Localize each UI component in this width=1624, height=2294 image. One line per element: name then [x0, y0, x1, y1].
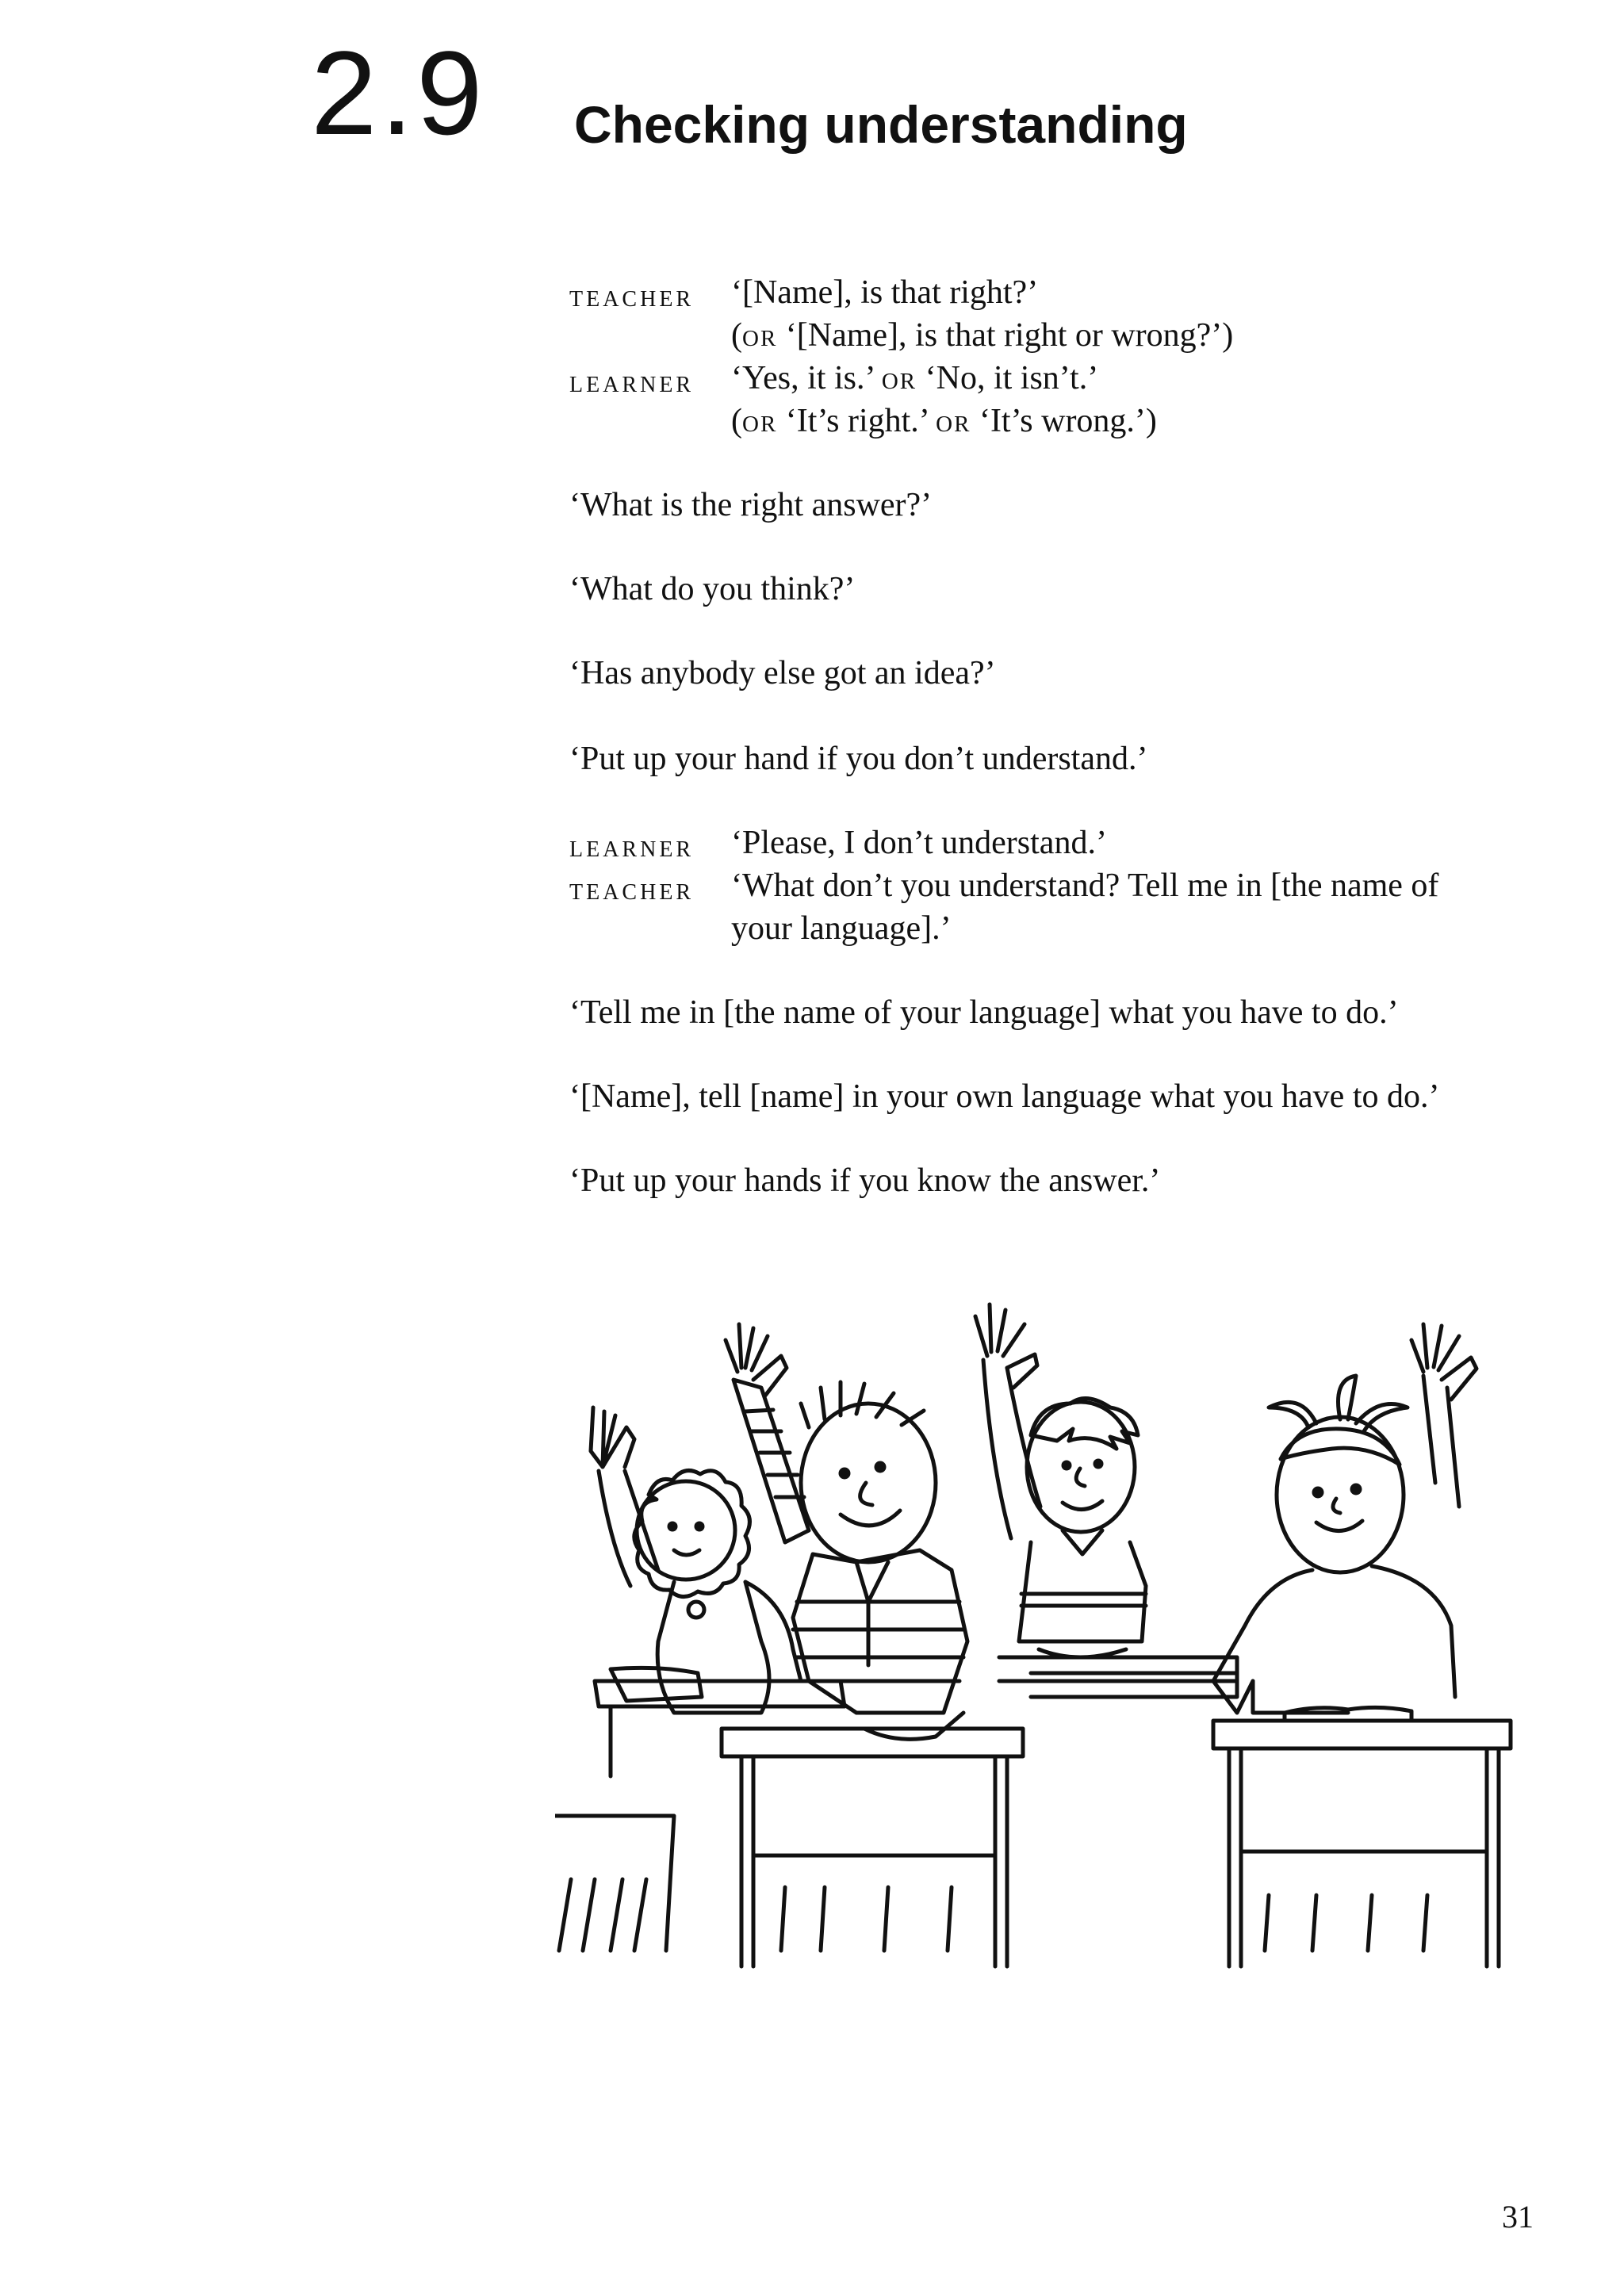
speaker-learner: learner	[569, 363, 695, 399]
connector-or: or	[742, 317, 778, 354]
boy-striped-figure	[726, 1324, 967, 1739]
section-title: Checking understanding	[574, 95, 1188, 154]
classroom-illustration	[555, 1269, 1530, 1982]
girl-right-figure	[1213, 1324, 1477, 1713]
phrase: ‘What is the right answer?’	[569, 487, 933, 523]
connector-or: or	[936, 403, 971, 439]
speaker-teacher: teacher	[569, 278, 695, 313]
dialogue-line: (or ‘It’s right.’ or ‘It’s wrong.’)	[731, 403, 1157, 439]
dialogue-line: (or ‘[Name], is that right or wrong?’)	[731, 317, 1234, 354]
speaker-learner: learner	[569, 828, 695, 864]
page-number: 31	[1502, 2199, 1534, 2235]
speaker-teacher: teacher	[569, 871, 695, 906]
dialogue-line: ‘Please, I don’t understand.’	[731, 825, 1107, 861]
back-desk-right	[1031, 1673, 1237, 1697]
phrase: ‘Put up your hand if you don’t understand.’	[569, 741, 1148, 777]
phrase: ‘Tell me in [the name of your language] what you have to do.’	[569, 994, 1399, 1031]
front-desk-left	[722, 1729, 1023, 1967]
front-desk-right	[1213, 1707, 1511, 1967]
phrase: ‘Put up your hands if you know the answer.’	[569, 1162, 1161, 1199]
section-number: 2.9	[311, 26, 486, 159]
phrase: ‘What do you think?’	[569, 571, 856, 607]
dialogue-line: ‘What don’t you understand? Tell me in [the name of	[731, 867, 1439, 904]
connector-or: or	[742, 403, 778, 439]
boy-center-right-figure	[975, 1304, 1237, 1681]
left-chair	[555, 1816, 674, 1951]
dialogue-line: ‘[Name], is that right?’	[731, 274, 1039, 311]
phrase: ‘[Name], tell [name] in your own language what you have to do.’	[569, 1078, 1440, 1115]
dialogue-line: your language].’	[731, 910, 952, 947]
dialogue-line: ‘Yes, it is.’ or ‘No, it isn’t.’	[731, 360, 1099, 396]
phrase: ‘Has anybody else got an idea?’	[569, 655, 996, 691]
connector-or: or	[881, 360, 917, 396]
